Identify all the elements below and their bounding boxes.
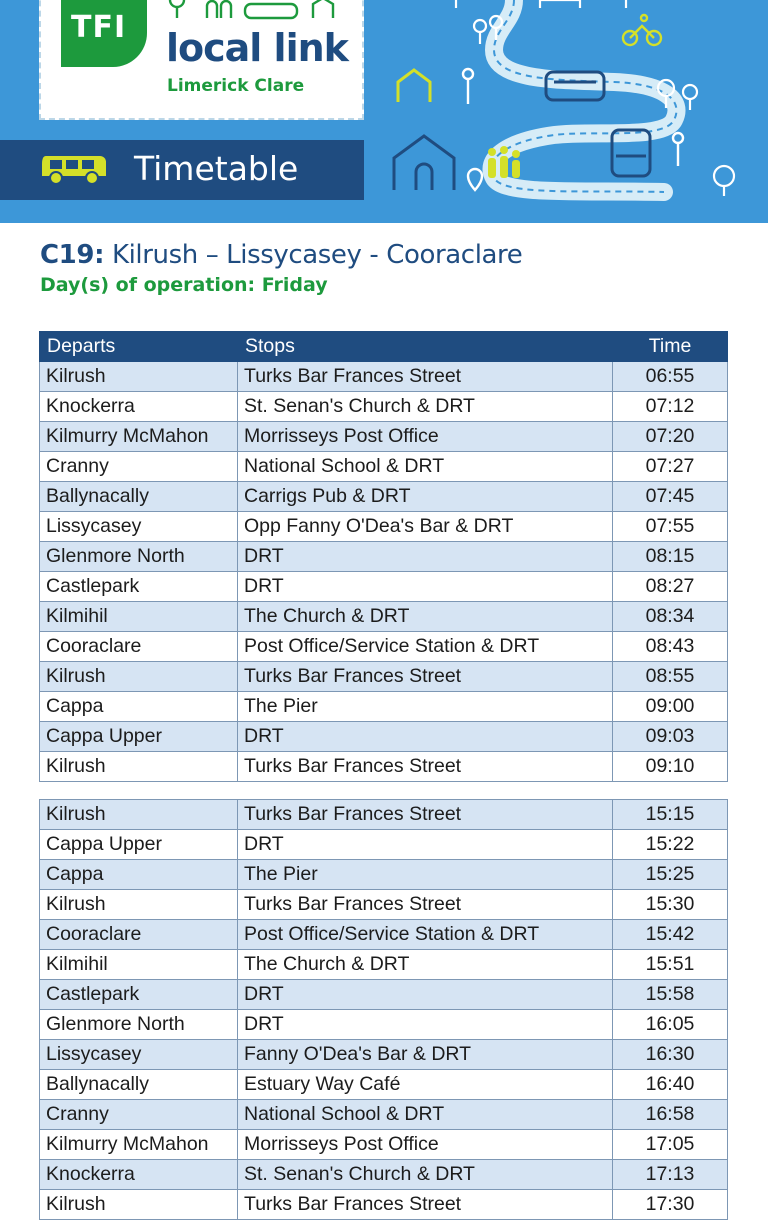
timetable-afternoon <box>39 799 728 1220</box>
table-row <box>40 980 728 1010</box>
tfi-badge-text: TFI <box>71 10 127 45</box>
departs-cell: Castlepark <box>40 572 238 602</box>
table-row <box>40 572 728 602</box>
stop-cell: The Church & DRT <box>238 602 613 632</box>
table-row <box>40 542 728 572</box>
buildings-icon <box>456 0 626 8</box>
table-row <box>40 602 728 632</box>
stop-cell: Morrisseys Post Office <box>238 422 613 452</box>
table-row <box>40 1130 728 1160</box>
cyclist-icon <box>623 15 661 45</box>
header-departs: Departs <box>40 332 238 362</box>
table-row <box>40 452 728 482</box>
stop-cell: The Church & DRT <box>238 950 613 980</box>
time-cell: 16:30 <box>613 1040 728 1070</box>
time-cell: 07:12 <box>613 392 728 422</box>
route-code: C19: <box>40 240 105 270</box>
house-small-icon <box>398 70 430 102</box>
time-cell: 07:20 <box>613 422 728 452</box>
departs-cell: Cappa Upper <box>40 830 238 860</box>
location-pin-icon <box>468 169 482 190</box>
local-link-logo <box>39 0 364 120</box>
time-cell: 15:22 <box>613 830 728 860</box>
time-cell: 15:30 <box>613 890 728 920</box>
departs-cell: Cappa <box>40 692 238 722</box>
stop-cell: DRT <box>238 542 613 572</box>
stop-cell: Opp Fanny O'Dea's Bar & DRT <box>238 512 613 542</box>
time-cell: 08:15 <box>613 542 728 572</box>
table-row <box>40 392 728 422</box>
table-header-row <box>40 332 728 362</box>
stop-cell: DRT <box>238 830 613 860</box>
stop-cell: National School & DRT <box>238 452 613 482</box>
brand-region: Limerick Clare <box>167 76 305 96</box>
time-cell: 08:34 <box>613 602 728 632</box>
table-row <box>40 752 728 782</box>
table-row <box>40 692 728 722</box>
departs-cell: Kilrush <box>40 890 238 920</box>
stop-cell: Fanny O'Dea's Bar & DRT <box>238 1040 613 1070</box>
stop-cell: Post Office/Service Station & DRT <box>238 920 613 950</box>
departs-cell: Cranny <box>40 1100 238 1130</box>
stop-cell: DRT <box>238 980 613 1010</box>
stop-cell: Turks Bar Frances Street <box>238 752 613 782</box>
time-cell: 08:55 <box>613 662 728 692</box>
stop-cell: Carrigs Pub & DRT <box>238 482 613 512</box>
time-cell: 16:58 <box>613 1100 728 1130</box>
table-row <box>40 512 728 542</box>
table-row <box>40 830 728 860</box>
time-cell: 07:55 <box>613 512 728 542</box>
departs-cell: Cranny <box>40 452 238 482</box>
stop-cell: Turks Bar Frances Street <box>238 890 613 920</box>
house-icon <box>394 136 454 190</box>
days-of-operation: Day(s) of operation: Friday <box>40 274 328 296</box>
table-row <box>40 1190 728 1220</box>
table-row <box>40 890 728 920</box>
departs-cell: Ballynacally <box>40 482 238 512</box>
table-row <box>40 422 728 452</box>
time-cell: 17:13 <box>613 1160 728 1190</box>
time-cell: 07:45 <box>613 482 728 512</box>
departs-cell: Kilmurry McMahon <box>40 422 238 452</box>
time-cell: 08:27 <box>613 572 728 602</box>
header-time: Time <box>613 332 728 362</box>
time-cell: 15:42 <box>613 920 728 950</box>
departs-cell: Kilmihil <box>40 602 238 632</box>
time-cell: 16:05 <box>613 1010 728 1040</box>
time-cell: 09:03 <box>613 722 728 752</box>
stop-cell: Turks Bar Frances Street <box>238 1190 613 1220</box>
time-cell: 07:27 <box>613 452 728 482</box>
stop-cell: DRT <box>238 1010 613 1040</box>
stop-cell: The Pier <box>238 860 613 890</box>
route-illustration-icon <box>364 0 768 223</box>
departs-cell: Cappa Upper <box>40 722 238 752</box>
table-row <box>40 920 728 950</box>
departs-cell: Glenmore North <box>40 542 238 572</box>
stop-cell: Post Office/Service Station & DRT <box>238 632 613 662</box>
stop-cell: Turks Bar Frances Street <box>238 662 613 692</box>
table-row <box>40 482 728 512</box>
stop-cell: DRT <box>238 572 613 602</box>
stop-cell: DRT <box>238 722 613 752</box>
stop-cell: Turks Bar Frances Street <box>238 362 613 392</box>
people-icon <box>488 146 520 178</box>
afternoon-rows <box>40 800 728 1220</box>
header-banner <box>0 0 768 223</box>
time-cell: 17:30 <box>613 1190 728 1220</box>
route-title <box>40 240 522 270</box>
timetable-morning <box>39 331 728 782</box>
timetable-bar <box>0 140 364 200</box>
departs-cell: Kilmihil <box>40 950 238 980</box>
departs-cell: Lissycasey <box>40 512 238 542</box>
departs-cell: Castlepark <box>40 980 238 1010</box>
time-cell: 16:40 <box>613 1070 728 1100</box>
time-cell: 09:00 <box>613 692 728 722</box>
table-row <box>40 662 728 692</box>
departs-cell: Cooraclare <box>40 632 238 662</box>
table-row <box>40 722 728 752</box>
table-row <box>40 800 728 830</box>
departs-cell: Glenmore North <box>40 1010 238 1040</box>
time-cell: 15:15 <box>613 800 728 830</box>
table-row <box>40 1100 728 1130</box>
route-name: Kilrush – Lissycasey - Cooraclare <box>111 240 523 270</box>
stop-cell: National School & DRT <box>238 1100 613 1130</box>
time-cell: 08:43 <box>613 632 728 662</box>
table-row <box>40 1010 728 1040</box>
morning-rows <box>40 362 728 782</box>
bus-icon <box>40 154 110 186</box>
time-cell: 06:55 <box>613 362 728 392</box>
departs-cell: Knockerra <box>40 1160 238 1190</box>
table-row <box>40 860 728 890</box>
departs-cell: Kilrush <box>40 662 238 692</box>
stop-cell: Estuary Way Café <box>238 1070 613 1100</box>
table-row <box>40 1160 728 1190</box>
table-row <box>40 362 728 392</box>
departs-cell: Lissycasey <box>40 1040 238 1070</box>
departs-cell: Cooraclare <box>40 920 238 950</box>
departs-cell: Ballynacally <box>40 1070 238 1100</box>
stop-cell: St. Senan's Church & DRT <box>238 1160 613 1190</box>
table-row <box>40 632 728 662</box>
brand-name: local link <box>166 26 348 70</box>
table-row <box>40 950 728 980</box>
table-row <box>40 1070 728 1100</box>
table-row <box>40 1040 728 1070</box>
departs-cell: Kilmurry McMahon <box>40 1130 238 1160</box>
time-cell: 15:25 <box>613 860 728 890</box>
departs-cell: Cappa <box>40 860 238 890</box>
header-stops: Stops <box>238 332 613 362</box>
time-cell: 15:58 <box>613 980 728 1010</box>
stop-cell: The Pier <box>238 692 613 722</box>
departs-cell: Kilrush <box>40 362 238 392</box>
departs-cell: Knockerra <box>40 392 238 422</box>
stop-cell: Turks Bar Frances Street <box>238 800 613 830</box>
time-cell: 09:10 <box>613 752 728 782</box>
stop-cell: Morrisseys Post Office <box>238 1130 613 1160</box>
tfi-logo-icon <box>61 0 147 67</box>
section-title: Timetable <box>134 149 299 188</box>
departs-cell: Kilrush <box>40 752 238 782</box>
stop-cell: St. Senan's Church & DRT <box>238 392 613 422</box>
time-cell: 17:05 <box>613 1130 728 1160</box>
time-cell: 15:51 <box>613 950 728 980</box>
logo-pictograms-icon <box>163 0 363 22</box>
departs-cell: Kilrush <box>40 1190 238 1220</box>
departs-cell: Kilrush <box>40 800 238 830</box>
